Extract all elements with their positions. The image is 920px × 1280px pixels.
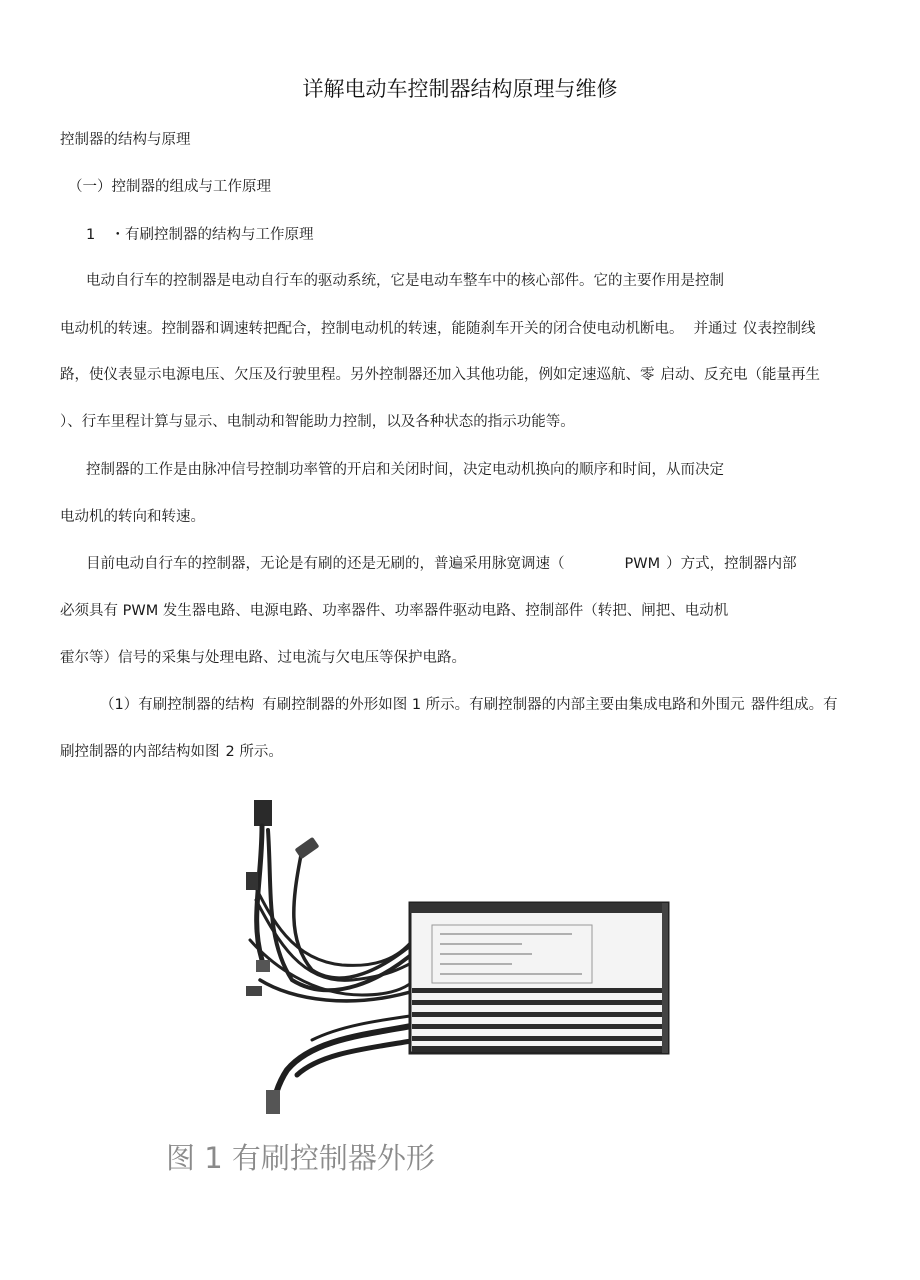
- connector-left-3: [246, 986, 262, 996]
- section-heading: 控制器的结构与原理: [60, 132, 191, 148]
- connector-top: [254, 800, 272, 826]
- controller-box: [410, 903, 668, 1053]
- paragraph-line: 必须具有 PWM 发生器电路、电源电路、功率器件、功率器件驱动电路、控制部件（转把、闸把、电动机: [60, 603, 729, 619]
- connector-left-1: [246, 872, 258, 890]
- paragraph-line: 电动机的转向和转速。: [60, 509, 205, 525]
- paragraph-line: 电动机的转速。控制器和调速转把配合，控制电动机的转速，能随刹车开关的闭合使电动机断电。 并通过 仪表控制线: [60, 321, 816, 337]
- connector-small: [295, 837, 320, 859]
- wire-bundle-lower: [272, 1015, 417, 1110]
- connector-bottom: [266, 1090, 280, 1114]
- item-heading-text: ・有刷控制器的结构与工作原理: [110, 227, 314, 243]
- paragraph-line: 路，使仪表显示电源电压、欠压及行驶里程。另外控制器还加入其他功能，例如定速巡航、零 启动、反充电（能量再生: [60, 367, 820, 383]
- paragraph-line: 目前电动自行车的控制器，无论是有刷的还是无刷的，普遍采用脉宽调速（ PWM ）方式，控制器内部: [86, 556, 797, 572]
- paragraph-line: 霍尔等）信号的采集与处理电路、过电流与欠电压等保护电路。: [60, 650, 466, 666]
- paragraph-line: 控制器的工作是由脉冲信号控制功率管的开启和关闭时间，决定电动机换向的顺序和时间，从而决定: [86, 462, 724, 478]
- page-title: 详解电动车控制器结构原理与维修: [302, 77, 618, 101]
- paragraph-line: （1）有刷控制器的结构 有刷控制器的外形如图 1 所示。有刷控制器的内部主要由集成电路和外围元 器件组成。有: [100, 697, 838, 713]
- subsection-heading: （一）控制器的组成与工作原理: [68, 179, 271, 195]
- figure-caption: 图 1 有刷控制器外形: [166, 1141, 435, 1175]
- paragraph-line: 电动自行车的控制器是电动自行车的驱动系统，它是电动车整车中的核心部件。它的主要作用是控制: [86, 273, 724, 289]
- wire-bundle-upper: [250, 826, 417, 1001]
- controller-photo: [232, 790, 682, 1120]
- item-number: 1: [86, 227, 96, 243]
- paragraph-line: ）、行车里程计算与显示、电制动和智能助力控制，以及各种状态的指示功能等。: [60, 414, 575, 430]
- item-heading: [86, 226, 313, 244]
- paragraph-line: 刷控制器的内部结构如图 2 所示。: [60, 744, 283, 760]
- connector-left-2: [256, 960, 270, 972]
